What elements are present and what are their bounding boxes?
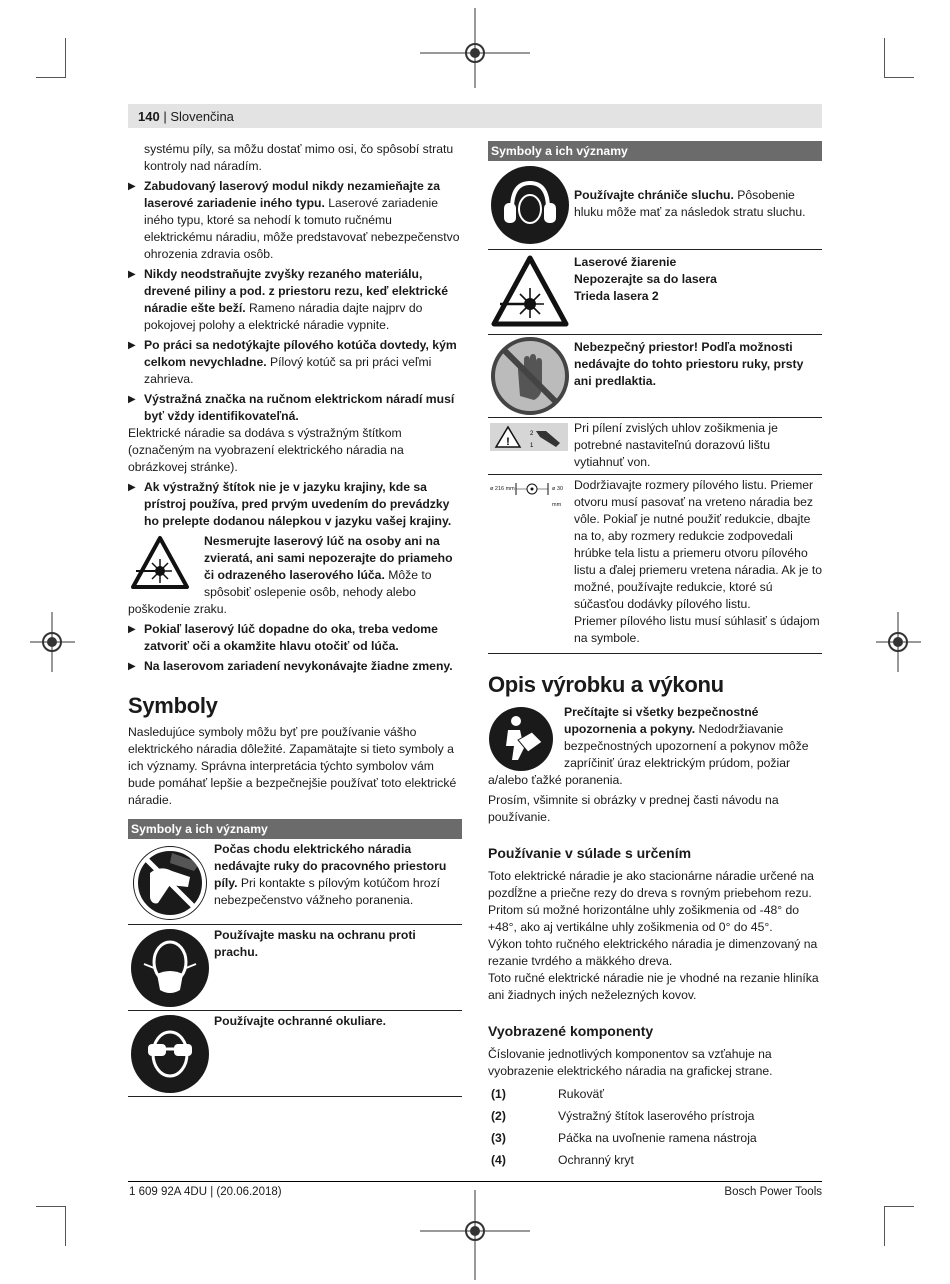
bullet-bold: Zabudovaný laserový modul nikdy nezamieňajte za laserové zariadenie iného typu.: [144, 179, 440, 210]
symbol-description: [214, 841, 462, 909]
symbol-description: [574, 254, 724, 305]
symbol-row: [488, 250, 822, 335]
left-column: [128, 141, 462, 1097]
component-number: (2): [491, 1109, 506, 1123]
paragraph: systému píly, sa môžu dostať mimo osi, čo spôsobí stratu kontroly nad náradím.: [144, 142, 454, 173]
bullet-bold: Pokiaľ laserový lúč dopadne do oka, treba vedome zatvoriť oči a okamžite hlavu otočiť od lúča.: [144, 622, 438, 653]
bullet-bold: Ak výstražný štítok nie je v jazyku krajiny, kde sa prístroj používa, pred prvým uvedením do prevádzky ho prelepte dodanou nálepkou v jazyku vašej krajiny.: [144, 480, 452, 528]
bullet-item: [128, 266, 462, 334]
section-title-komponenty: Vyobrazené komponenty: [488, 1023, 654, 1039]
component-name: Rukoväť: [558, 1087, 604, 1101]
paragraph: Elektrické náradie sa dodáva s výstražným štítkom (označeným na vyobrazení elektrického náradia na obrázkovej stránke).: [128, 426, 404, 474]
read-instructions-bold: Prečítajte si všetky bezpečnostné upozornenia a pokyny.: [564, 705, 759, 736]
section-title-pouzivanie: Používanie v súlade s určením: [488, 845, 692, 861]
right-column: [488, 141, 822, 1174]
symbol-text: Priemer pílového listu musí súhlasiť s údajom na symbole.: [574, 614, 820, 645]
bullet-text: Rameno náradia dajte najprv do pokojovej polohy a elektrické náradie vypnite.: [144, 301, 423, 332]
footer-rule: [128, 1181, 822, 1182]
paragraph: Prosím, všimnite si obrázky v prednej časti návodu na používanie.: [488, 793, 779, 824]
registration-mark-bottom: [420, 1190, 530, 1280]
laser-warning-icon: [130, 535, 190, 591]
dust-mask-icon: [130, 928, 210, 1008]
symbol-description: [574, 339, 822, 390]
symbol-text: Pôsobenie hluku môže mať za následok stratu sluchu.: [574, 188, 806, 219]
no-hands-danger-zone-icon: [490, 336, 570, 416]
component-number: (4): [491, 1153, 506, 1167]
paragraph: Výkon tohto ručného elektrického náradia je dimenzovaný na rezanie tvrdého a mäkkého dreva.: [488, 937, 818, 968]
component-number: (3): [491, 1131, 506, 1145]
symbol-row: [488, 335, 822, 418]
section-title-opis: Opis výrobku a výkonu: [488, 672, 724, 697]
section-title-symboly: Symboly: [128, 693, 218, 718]
list-item: [488, 1152, 822, 1174]
symbol-row: [488, 161, 822, 250]
symbol-text: Pri kontakte s pílovým kotúčom hrozí nebezpečenstvo vážneho poranenia.: [214, 876, 441, 907]
blade-dimension-icon: [490, 481, 572, 508]
symbol-bold: Používajte ochranné okuliare.: [214, 1014, 387, 1028]
registration-mark-top: [420, 8, 530, 94]
component-name: Páčka na uvoľnenie ramena nástroja: [558, 1131, 757, 1145]
component-number: (1): [491, 1087, 506, 1101]
hearing-protection-icon: [490, 165, 570, 245]
symbol-row: [488, 475, 822, 654]
bullet-bold: Nikdy neodstraňujte zvyšky rezaného materiálu, drevené piliny a pod. z priestoru rezu, keď elektrické náradie ešte beží.: [144, 267, 449, 315]
blade-icon: [512, 481, 552, 497]
list-item: [488, 1130, 822, 1152]
bullet-item: [128, 479, 462, 530]
component-name: Výstražný štítok laserového prístroja: [558, 1109, 755, 1123]
table-header: Symboly a ich významy: [488, 141, 822, 161]
bullet-item: [128, 658, 462, 675]
dimension-inner: ø 30 mm: [552, 486, 564, 508]
svg-text:1: 1: [530, 443, 534, 449]
bullet-text: Pílový kotúč sa pri práci veľmi zahrieva.: [144, 355, 432, 386]
header-language: Slovenčina: [170, 109, 234, 124]
list-item: [488, 1086, 822, 1108]
read-instructions-text: Nedodržiavanie bezpečnostných upozornení a pokynov môže zapríčiniť úraz elektrickým prúdom, požiar a/alebo ťažké poranenia.: [488, 722, 809, 787]
bullet-bold: Na laserovom zariadení nevykonávajte žiadne zmeny.: [144, 659, 453, 673]
symbol-bold: Nebezpečný priestor! Podľa možnosti nedávajte do tohto priestoru ruky, prsty ani predlaktia.: [574, 340, 804, 388]
paragraph: Toto ručné elektrické náradie nie je vhodné na rezanie hliníka ani žiadnych iných neželezných kovov.: [488, 971, 819, 1002]
laser-warning-bold: Nesmerujte laserový lúč na osoby ani na zvieratá, ani sami nepozerajte do priameho či odrazeného laserového lúča.: [204, 534, 453, 582]
symbol-bold: Počas chodu elektrického náradia nedávajte ruky do pracovného priestoru píly.: [214, 842, 447, 890]
component-name: Ochranný kryt: [558, 1153, 634, 1167]
symbol-description: [214, 1013, 462, 1030]
symbol-description: [574, 420, 822, 471]
symbol-bold: Laserové žiarenie Nepozerajte sa do lasera Trieda lasera 2: [574, 255, 717, 303]
symbol-text: Pri pílení zvislých uhlov zošikmenia je potrebné nastaviteľnú dorazovú lištu vytiahnuť von.: [574, 421, 778, 469]
symbol-row: [128, 925, 462, 1011]
symbol-row: [488, 418, 822, 475]
list-item: [488, 1108, 822, 1130]
bullet-item: [128, 337, 462, 388]
page-number: 140: [138, 109, 160, 124]
fence-adjust-icon: [490, 421, 568, 453]
symbol-row: [128, 1011, 462, 1097]
paragraph: Toto elektrické náradie je ako stacionárne náradie určené na pozdĺžne a priečne rezy do dreva s rovným priebehom rezu. Pritom sú možné horizontálne uhly zošikmenia od -48° do +48°, ako aj vertikálne uhly zošikmenia od 0° do 45°.: [488, 869, 814, 934]
read-manual-icon: [488, 706, 554, 772]
bullet-item: [128, 391, 462, 425]
component-list: [488, 1086, 822, 1174]
laser-warning: [128, 533, 462, 618]
symbol-row: [128, 839, 462, 925]
symbol-bold: Používajte masku na ochranu proti prachu.: [214, 928, 416, 959]
symbol-text: Dodržiavajte rozmery pílového listu. Priemer otvoru musí pasovať na vreteno náradia bez vôle. Pokiaľ je nutné použiť redukcie, dbajte na to, aby rozmery redukcie zodpovedali hrúbke tela listu a priemeru otvoru pílového listu a ďalej priemeru vretena náradia. Ak je to možné, používajte redukcie, ktoré sú súčasťou dodávky pílového listu.: [574, 478, 822, 611]
bullet-text: Laserové zariadenie iného typu, ktoré sa nehodí k tomuto ručnému elektrickému náradiu, môže predstavovať nebezpečenstvo ohrozenia zdravia osôb.: [144, 196, 460, 261]
bullet-item: [128, 621, 462, 655]
bullet-bold: Výstražná značka na ručnom elektrickom náradí musí byť vždy identifikovateľná.: [144, 392, 455, 423]
footer-doc-number: 1 609 92A 4DU | (20.06.2018): [129, 1186, 282, 1198]
paragraph: Číslovanie jednotlivých komponentov sa vzťahuje na vyobrazenie elektrického náradia na grafickej strane.: [488, 1047, 773, 1078]
bullet-item: [128, 178, 462, 263]
read-instructions: [488, 704, 822, 792]
laser-warning-text: Môže to spôsobiť oslepenie osôb, nehody alebo poškodenie zraku.: [128, 568, 432, 616]
symbol-bold: Používajte chrániče sluchu.: [574, 188, 734, 202]
symbol-description: [574, 477, 822, 647]
page-header: [138, 108, 234, 125]
registration-mark-left: [30, 612, 75, 672]
table-header: Symboly a ich významy: [128, 819, 462, 839]
symbol-description: [574, 187, 822, 221]
laser-radiation-icon: [490, 254, 570, 330]
bullet-bold: Po práci sa nedotýkajte pílového kotúča dovtedy, kým celkom nevychladne.: [144, 338, 457, 369]
svg-text:2: 2: [530, 431, 534, 437]
safety-glasses-icon: [130, 1014, 210, 1094]
svg-text:!: !: [506, 436, 510, 448]
footer-brand: Bosch Power Tools: [724, 1186, 822, 1198]
paragraph: Nasledujúce symboly môžu byť pre používanie vášho elektrického náradia dôležité. Zapamätajte si tieto symboly a ich významy. Správna interpretácia týchto symbolov vám bude pomáhať lepšie a bezpečnejšie používať toto elektrické náradie.: [128, 725, 457, 807]
dimension-outer: ø 216 mm: [490, 486, 515, 492]
no-hands-saw-icon: [130, 843, 210, 923]
symbol-description: [214, 927, 462, 961]
header-separator: |: [159, 109, 171, 124]
registration-mark-right: [876, 612, 921, 672]
